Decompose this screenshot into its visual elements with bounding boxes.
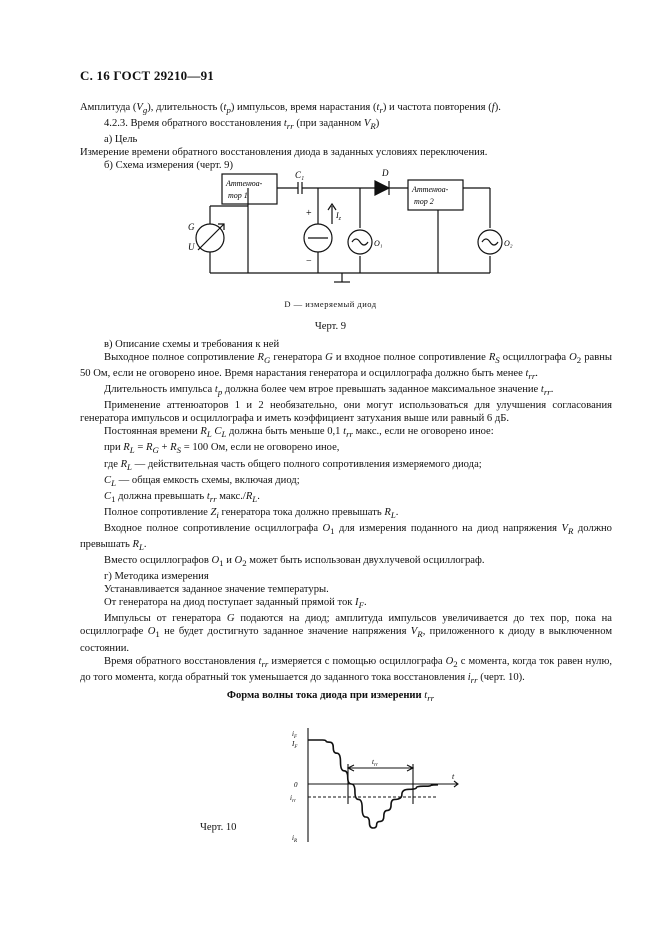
- p-instead: Вместо осциллографов $O_1$ и $O_2$ может быть использован двухлучевой осциллограф.: [104, 555, 485, 569]
- v-heading: в) Описание схемы и требования к ней: [104, 339, 280, 350]
- tick-irr: $i_{rr}$: [290, 794, 296, 804]
- g-heading: г) Методика измерения: [104, 571, 209, 583]
- x-label: t: [452, 772, 455, 781]
- p-pulse: Длительность импульса $t_p$ должна более чем втрое превышать заданное максимальное значение $t_{rr}$.: [104, 384, 554, 398]
- atten1-label-a: Аттенюа-: [226, 179, 263, 188]
- atten2-label-a: Аттенюа-: [412, 185, 449, 194]
- minus-label: −: [306, 256, 312, 267]
- figure9-caption: Черт. 9: [314, 321, 347, 332]
- p-output: Выходное полное сопротивление $R_G$ генератора G и входное полное сопротивление $R_S$ осциллографа $O_2$ равны 50 Ом, если не оговорено иное. Время нарастания генератора и осциллографа должно быть менее $t_{rr}$.: [80, 352, 612, 382]
- d-label: D: [382, 168, 389, 178]
- plus-label: +: [306, 208, 312, 219]
- circuit-diagram: [170, 166, 530, 316]
- a-heading: а) Цель: [104, 134, 138, 146]
- p-const: Постоянная времени $R_L$ $C_L$ должна быть меньше 0,1 $t_{rr}$ макс., если не оговорено иное:: [104, 426, 494, 440]
- p-pulses: Импульсы от генератора G подаются на диод; амплитуда импульсов увеличивается до тех пор, пока на осциллографе $O_1$ не будет достигнуто заданное значение напряжения $V_R$, приложенного к диоду в выключенном состоянии.: [80, 613, 613, 654]
- p-zi: Полное сопротивление $Z_i$ генератора тока должно превышать $R_L$.: [104, 506, 399, 520]
- p-where: где $R_L$ — действительная часть общего полного сопротивления измеряемого диода;: [104, 458, 482, 472]
- line-amplitude: Амплитуда $(V_g)$, длительность $(t_p)$ импульсов, время нарастания $(t_r)$ и частота повторения (f).: [80, 102, 501, 116]
- trr-annotation: $t_{rr}$: [372, 758, 378, 768]
- main-text-block: [80, 338, 612, 687]
- p-temp: Устанавливается заданное значение температуры.: [104, 584, 329, 596]
- atten1-label-b: тор 1: [228, 191, 248, 200]
- tick-zero: 0: [294, 781, 298, 789]
- top-text-block: [80, 101, 612, 172]
- u-label: U: [188, 242, 195, 252]
- tick-ir: $i_R$: [292, 834, 298, 844]
- figure9-legend: D — измеряемый диод: [284, 299, 377, 309]
- tick-if-lower: $i_F$: [292, 730, 298, 740]
- section-heading: 4.2.3. Время обратного восстановления $t_{rr}$ (при заданном $V_R$): [104, 118, 380, 132]
- p-forward: От генератора на диод поступает заданный прямой ток $I_F$.: [104, 597, 367, 611]
- p-atten: Применение аттенюаторов 1 и 2 необязательно, они могут использоваться для улучшения согласования генератора импульсов и осциллографа и иметь коэффициент затухания выше или равный 6 дБ.: [80, 400, 612, 425]
- atten2-label-b: тор 2: [414, 197, 434, 206]
- p-input: Входное полное сопротивление осциллографа $O_1$ для измерения поданного на диод напряжения $V_R$ должно превышать $R_L$.: [80, 522, 612, 553]
- page-header: С. 16 ГОСТ 29210—91: [80, 68, 214, 83]
- g-label: G: [188, 222, 195, 232]
- tick-if-upper: $I_F$: [292, 740, 298, 750]
- b-heading: б) Схема измерения (черт. 9): [104, 160, 233, 172]
- o2-label: O₂: [504, 239, 513, 248]
- diode-d: [375, 181, 389, 195]
- p-cl: $C_L$ — общая емкость схемы, включая диод;: [104, 474, 300, 488]
- o1-label: O₁: [374, 239, 383, 248]
- a-text: Измерение времени обратного восстановления диода в заданных условиях переключения.: [80, 147, 488, 159]
- waveform-chart: [288, 724, 468, 844]
- iz-label: $I_z$: [336, 211, 342, 222]
- p-when: при $R_L = R_G + R_S = 100$ Ом, если не оговорено иное,: [104, 442, 340, 456]
- p-time: Время обратного восстановления $t_{rr}$ измеряется с помощью осциллографа $O_2$ с момента, когда ток равен нулю, до того момента, когда обратный ток уменьшается до заданного тока восстановления $i_{rr}$ (черт. 10).: [80, 655, 613, 685]
- figure10-title: Форма волны тока диода при измерении $t_{rr}$: [226, 690, 435, 704]
- figure10-caption: Черт. 10: [200, 822, 237, 833]
- p-c1: $C_1$ должна превышать $t_{rr}$ $макс./R_L$.: [104, 490, 260, 504]
- c1-label: C₁: [295, 170, 305, 180]
